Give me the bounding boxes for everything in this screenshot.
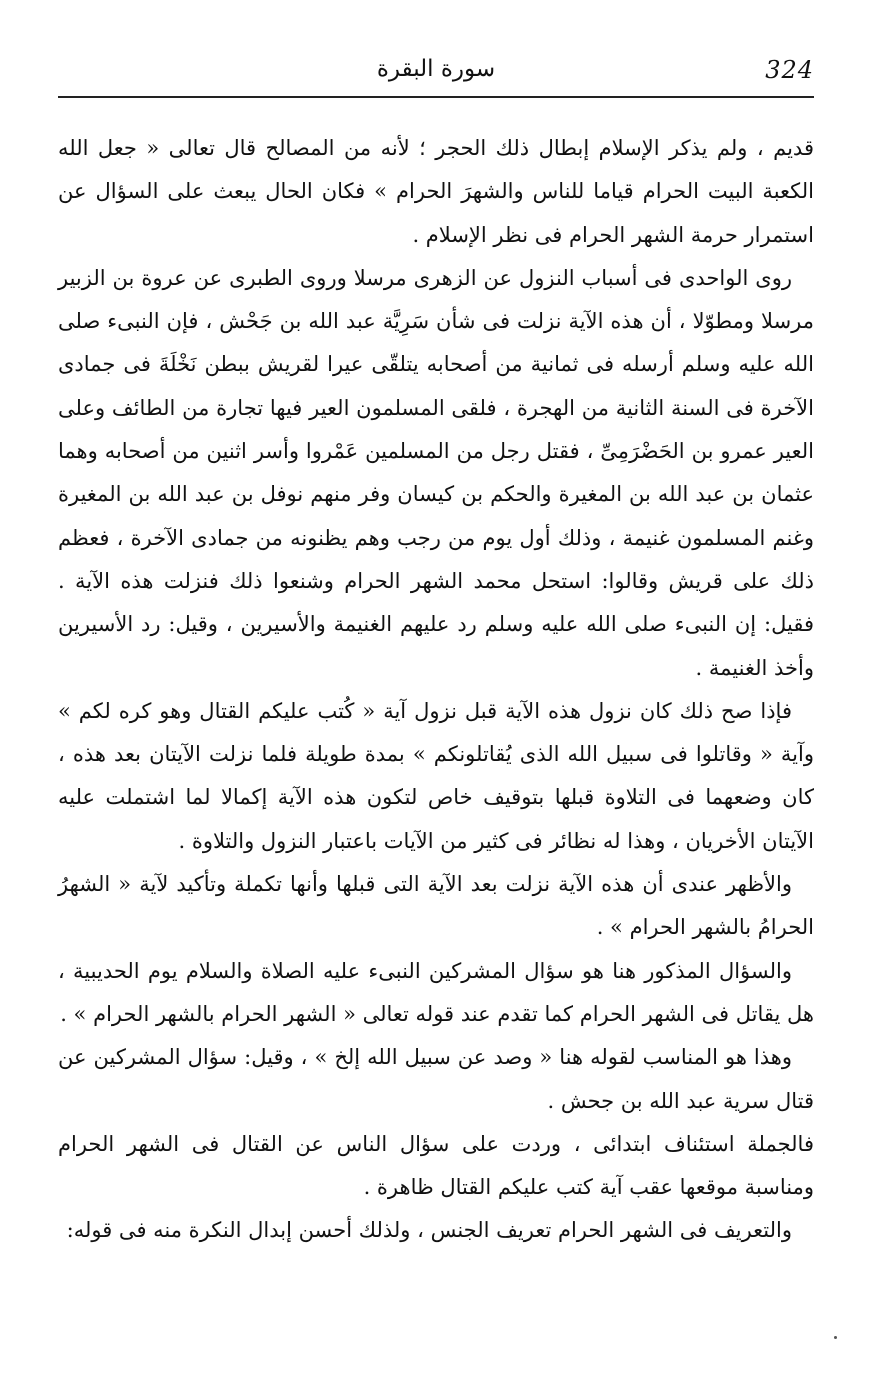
paragraph-3: فإذا صح ذلك كان نزول هذه الآية قبل نزول آية « كُتب عليكم القتال وهو كره لكم » وآية « وقاتلوا فى سبيل الله الذى يُقاتلونكم » بمدة طويلة فلما نزلت الآيتان بعد هذه ، كان وضعهما فى التلاوة قبلها بتوقيف خاص لتكون هذه الآية إكمالا لما اشتملت عليه الآيتان الأخريان ، وهذا له نظائر فى كثير من الآيات باعتبار النزول والتلاوة . xyxy=(58,698,814,853)
paragraph-1: قديم ، ولم يذكر الإسلام إبطال ذلك الحجر ؛ لأنه من المصالح قال تعالى « جعل الله الكعبة البيت الحرام قياما للناس والشهرَ الحرام » فكان الحال يبعث على السؤال عن استمرار حرمة الشهر الحرام فى نظر الإسلام . xyxy=(58,136,814,247)
paragraph-2: روى الواحدى فى أسباب النزول عن الزهرى مرسلا وروى الطبرى عن عروة بن الزبير مرسلا ومطوّلا ، أن هذه الآية نزلت فى شأن سَرِيَّة عبد الله بن جَحْش ، فإن النبىء صلى الله عليه وسلم أرسله فى ثمانية من أصحابه يتلقّى عيرا لقريش ببطن نَخْلَةَ فى جمادى الآخرة فى السنة الثانية من الهجرة ، فلقى المسلمون العير فيها تجارة من الطائف وعلى العير عمرو بن الحَضْرَمِىِّ ، فقتل رجل من المسلمين عَمْروا وأسر اثنين من أصحابه وهما عثمان بن عبد الله بن المغيرة والحكم بن كيسان وفر منهم نوفل بن عبد الله بن المغيرة وغنم المسلمون غنيمة ، وذلك أول يوم من رجب وهم يظنونه من جمادى الآخرة ، فعظم ذلك على قريش وقالوا: استحل محمد الشهر الحرام وشنعوا ذلك فنزلت هذه الآية . فقيل: إن النبىء صلى الله عليه وسلم رد عليهم الغنيمة والأسيرين ، وقيل: رد الأسيرين وأخذ الغنيمة . xyxy=(58,265,814,680)
page-number: 324 xyxy=(765,56,814,84)
running-title: سورة البقرة xyxy=(376,56,496,82)
scan-speck xyxy=(834,1336,837,1339)
paragraph-5: والسؤال المذكور هنا هو سؤال المشركين النبىء عليه الصلاة والسلام يوم الحديبية ، هل يقاتل فى الشهر الحرام كما تقدم عند قوله تعالى « الشهر الحرام بالشهر الحرام » . xyxy=(58,958,814,1026)
paragraph-8: والتعريف فى الشهر الحرام تعريف الجنس ، ولذلك أحسن إبدال النكرة منه فى قوله: xyxy=(66,1218,792,1243)
paragraph-4: والأظهر عندى أن هذه الآية نزلت بعد الآية التى قبلها وأنها تكملة وتأكيد لآية « الشهرُ الحرامُ بالشهر الحرام » . xyxy=(58,872,814,940)
header-rule xyxy=(58,96,814,98)
body-text xyxy=(58,127,814,1253)
page-header xyxy=(58,50,814,96)
paragraph-6: وهذا هو المناسب لقوله هنا « وصد عن سبيل الله إلخ » ، وقيل: سؤال المشركين عن قتال سرية عبد الله بن جحش . xyxy=(58,1045,814,1113)
paragraph-7: فالجملة استئناف ابتدائى ، وردت على سؤال الناس عن القتال فى الشهر الحرام ومناسبة موقعها عقب آية كتب عليكم القتال ظاهرة . xyxy=(58,1131,814,1200)
